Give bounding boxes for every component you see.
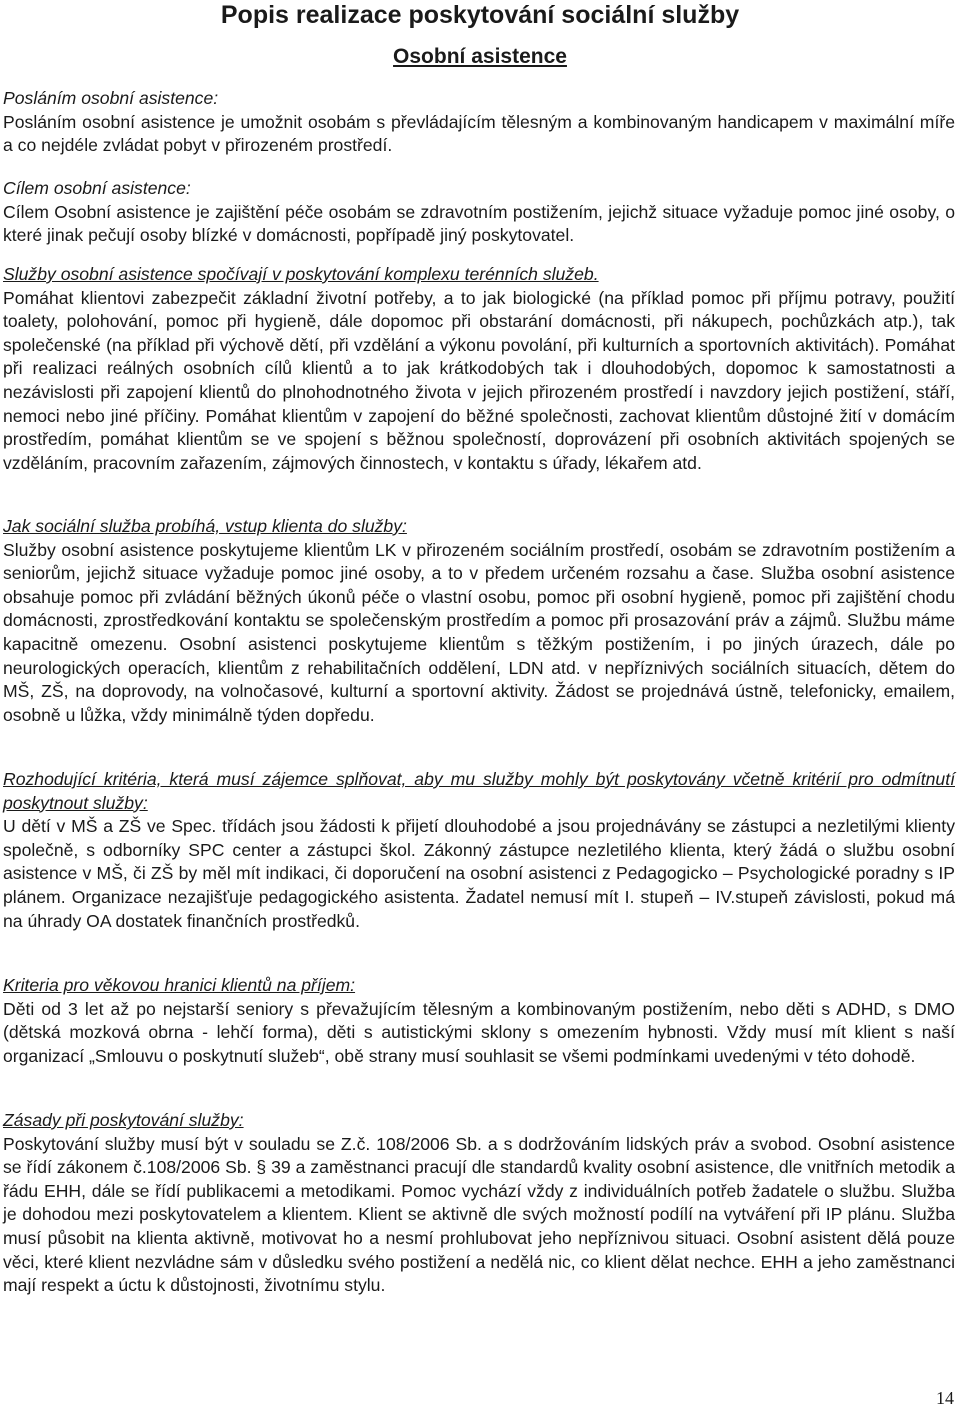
section-text: Děti od 3 let až po nejstarší seniory s převažujícím tělesným a kombinovaným postižením, nebo děti s ADHD, s DMO (dětská mozková obrna - lehčí forma), děti s autistickými sklony s omezením hybnosti. Vždy musí mít klient s naší organizací „Smlouvu o poskytnutí služeb“, obě strany musí souhlasit se všemi podmínkami uvedenými v této dohodě. — [3, 998, 955, 1066]
section-text: Pomáhat klientovi zabezpečit základní životní potřeby, a to jak biologické (na příklad pomoc při příjmu potravy, použití toalety, polohování, pomoc při hygieně, dále dopomoc při obstarání domácnosti, při nákupech, pochůzkách atp.), tak společenské (na příklad při výchově dětí, při vzdělání a výkonu povolání, při kulturních a sportovních aktivitách). Pomáhat při realizaci reálných osobních cílů klientů a to jak krátkodobých tak i dlouhodobých, dopomoc k samostatnosti a nezávislosti při zapojení klientů do plnohodnotného života v jejich přirozeném prostředí i navzdory jejich postižení, stáří, nemoci nebo jiné příčiny. Pomáhat klientům v zapojení do běžné společnosti, zachovat klientům důstojné žití v domácím prostředím, pomáhat klientům se ve spojení s běžnou společností, doprovázení při osobních aktivitách spojených se vzděláním, pracovním zařazením, zájmových činnostech, v kontaktu s úřady, lékařem atd. — [3, 287, 955, 473]
section-sluzby — [3, 263, 955, 475]
section-vek — [3, 974, 955, 1068]
section-heading: Služby osobní asistence spočívají v poskytování komplexu terénních služeb. — [3, 264, 599, 284]
section-heading: Kriteria pro věkovou hranici klientů na příjem: — [3, 975, 356, 995]
section-cilem — [3, 177, 955, 248]
section-text: Služby osobní asistence poskytujeme klientům LK v přirozeném sociálním prostředí, osobám se zdravotním postižením a seniorům, jejichž situace vyžaduje pomoc jiné osoby, a to v předem určeném rozsahu a čase. Služba osobní asistence obsahuje pomoc při zvládání běžných úkonů péče o vlastní osobu, pomoc při osobní hygieně, pomoc při zajištění chodu domácnosti, zprostředkování kontaktu se společenským prostředím a pomoc při prosazování práv a zájmů. Službu máme kapacitně omezenu. Osobní asistenci poskytujeme klientům s těžkým postižením, i po jiných úrazech, dále po neurologických operacích, klientům z rehabilitačních oddělení, LDN atd. v nepříznivých sociálních situacích, dětem do MŠ, ZŠ, na doprovody, na volnočasové, kulturní a sportovní aktivity. Žádost se projednává ústně, telefonicky, emailem, osobně u lůžka, vždy minimálně týden dopředu. — [3, 539, 955, 725]
section-prubeh — [3, 515, 955, 727]
section-heading: Posláním osobní asistence: — [3, 88, 219, 108]
section-text: Cílem Osobní asistence je zajištění péče osobám se zdravotním postižením, jejichž situace vyžaduje pomoc jiné osoby, o které jinak pečují osoby blízké v domácnosti, popřípadě jiný poskytovatel. — [3, 201, 955, 246]
page-subtitle: Osobní asistence — [393, 45, 567, 68]
section-heading: Zásady při poskytování služby: — [3, 1110, 244, 1130]
section-heading: Cílem osobní asistence: — [3, 178, 191, 198]
section-poslani — [3, 87, 955, 158]
section-kriteria — [3, 768, 955, 933]
section-heading: Rozhodující kritéria, která musí zájemce splňovat, aby mu služby mohly být poskytovány včetně kritérií pro odmítnutí poskytnout služby: — [3, 769, 955, 813]
section-zasady — [3, 1109, 955, 1298]
section-heading: Jak sociální služba probíhá, vstup klienta do služby: — [3, 516, 407, 536]
page-title: Popis realizace poskytování sociální služby — [220, 1, 740, 29]
section-text: Poskytování služby musí být v souladu se Z.č. 108/2006 Sb. a s dodržováním lidských práv a svobod. Osobní asistence se řídí zákonem č.108/2006 Sb. § 39 a zaměstnanci pracují dle standardů kvality osobní asistence, dle vnitřních metodik a řádu EHH, dále se řídí publikacemi a metodikami. Pomoc vychází vždy z individuálních potřeb žadatele o službu. Služba je dohodou mezi poskytovatelem a klientem. Klient se aktivně dle svých možností podílí na vytváření při IP plánu. Služba musí působit na klienta aktivně, motivovat ho a nesmí prohlubovat jeho nepříznivou situaci. Osobní asistent dělá pouze věci, které klient nezvládne sám v důsledku svého postižení a nedělá nic, co klient dělat nechce. EHH a jeho zaměstnanci mají respekt a úctu k důstojnosti, životnímu stylu. — [3, 1133, 955, 1296]
page-number: 14 — [936, 1388, 954, 1408]
section-text: U dětí v MŠ a ZŠ ve Spec. třídách jsou žádosti k přijetí dlouhodobé a jsou projednávány se zástupci a nezletilými klienty společně, s odborníky SPC center a zástupci škol. Zákonný zástupce nezletilého klienta, který žádá o službu osobní asistence v MŠ, či ZŠ by měl mít indikaci, či doporučení na osobní asistenci z Pedagogicko – Psychologické poradny s IP plánem. Organizace nezajišťuje pedagogického asistenta. Žadatel nemusí mít I. stupeň – IV.stupeň závislosti, pokud má na úhrady OA dostatek finančních prostředků. — [3, 816, 955, 931]
section-text: Posláním osobní asistence je umožnit osobám s převládajícím tělesným a kombinovaným handicapem v maximální míře a co nejdéle zvládat pobyt v přirozeném prostředí. — [3, 111, 955, 156]
